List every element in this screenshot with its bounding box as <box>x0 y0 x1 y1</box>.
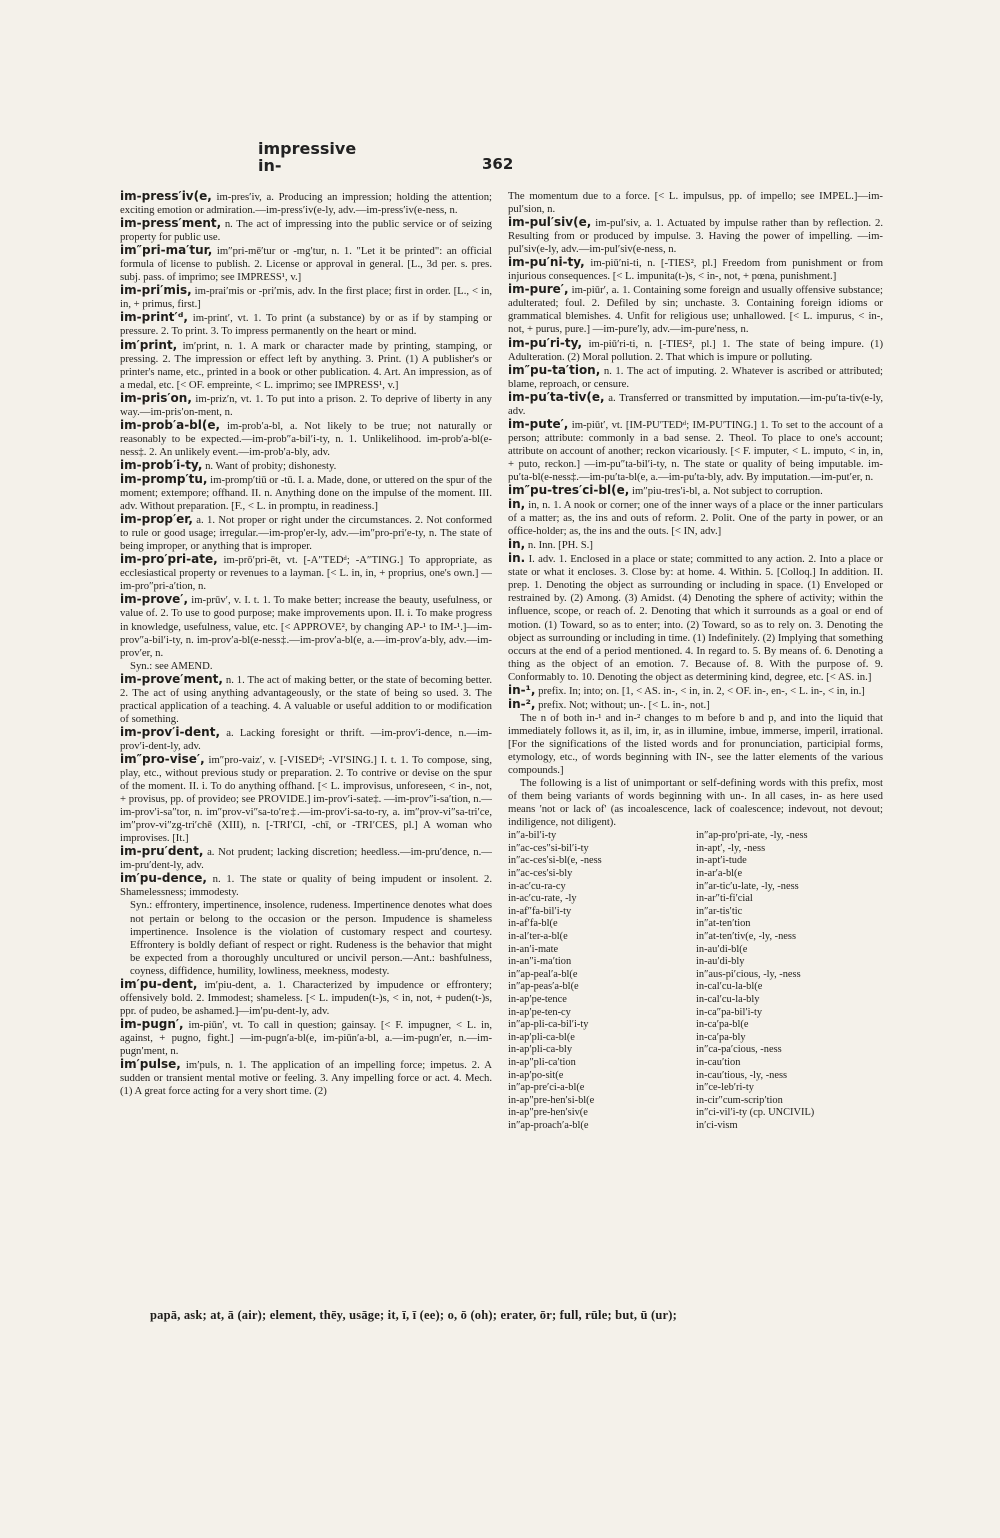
dictionary-entry <box>120 513 492 553</box>
word-list-item: in-an″i-ma′tion <box>508 956 572 968</box>
word-list-item: in-ap′pe-ten-cy <box>508 1006 571 1018</box>
dictionary-entry <box>508 256 883 283</box>
headword: im-print′ᵈ, <box>120 310 188 325</box>
word-list-item: in-au′di-bl(e <box>696 943 748 955</box>
dictionary-entry <box>508 337 883 364</box>
definition-text: im-prō′pri-ēt, vt. [-A″TEDᵈ; -A″TING.] To appropriate, as ecclesiastical property or revenues to a layman. [< L. in, in, + proprius, one's own.] —im-pro″pri-a′tion, n. <box>120 554 492 593</box>
word-list-item: in-cau′tious, -ly, -ness <box>696 1069 788 1081</box>
word-list-item: in-cir″cum-scrip′tion <box>696 1094 783 1106</box>
headword: im′pu-dent, <box>120 976 198 991</box>
headword: in-¹, <box>508 682 536 697</box>
word-list-item: in″ap-pli-ca-bil′i-ty <box>508 1019 589 1031</box>
definition-text: in, n. 1. A nook or corner; one of the inner ways of a place or the inner particulars of a matter; as, the ins and outs of reform. 2. Polit. One of the party in power, or an office-holder; as, the ins and the outs. [< IN, adv.] <box>508 499 884 538</box>
definition-text: prefix. In; into; on. [1, < AS. in-, < in, in. 2, < OF. in-, en-, < L. in-, < in, in.] <box>538 684 865 697</box>
headword: im-pu′ri-ty, <box>508 335 583 350</box>
word-list-item: in-an′i-mate <box>508 943 559 955</box>
definition-text: im-print′, vt. 1. To print (a substance) by or as if by stamping or pressure. 2. To print. 3. To impress permanently on the heart or mind. <box>120 312 492 338</box>
right-column <box>508 190 883 1133</box>
headword: im-prove′ment, <box>120 671 223 686</box>
definition-text: n. 1. The state or quality of being impudent or insolent. 2. Shamelessness; immodesty. <box>120 873 493 899</box>
dictionary-entry <box>508 364 883 391</box>
dictionary-entry <box>120 311 492 338</box>
word-list-item: in″ap-peas′a-bl(e <box>508 981 579 993</box>
definition-text: n. Want of probity; dishonesty. <box>205 459 337 472</box>
headword: in. <box>508 551 526 566</box>
headword: im″pri-ma′tur, <box>120 243 213 258</box>
definition-text: The following is a list of unimportant or self-defining words with this prefix, most of them being variants of words beginning with un-. In all cases, in- as here used means 'not or lack of' (as incoalescence, lack of coalescence; indevout, not devout; indiligence, not diligent). <box>508 777 883 829</box>
headword: im-pu′ni-ty, <box>508 255 585 270</box>
word-list-item: in-ac′cu-rate, -ly <box>508 893 577 905</box>
definition-text: im″piu-tres′i-bl, a. Not subject to corruption. <box>631 485 823 498</box>
dictionary-entry <box>120 217 492 244</box>
definition-text: im′puls, n. 1. The application of an impelling force; impetus. 2. A sudden or transient mental motive or feeling. 3. Any impelling force or act. 4. Mech. (1) A great force acting for a very short time. (2) <box>120 1059 492 1098</box>
headword: in-², <box>508 696 536 711</box>
definition-text: im-prai′mis or -pri′mis, adv. In the first place; first in order. [L., < in, in, + primus, first.] <box>120 285 492 311</box>
headword: im-prob′i-ty, <box>120 457 203 472</box>
dictionary-entry <box>508 698 883 712</box>
definition-text: im-pres′iv, a. Producing an impression; holding the attention; exciting emotion or admiration.—im-press′iv(e-ly, adv.—im-press′iv(e-ness, n. <box>120 191 493 217</box>
definition-text: Syn.: see AMEND. <box>130 659 213 672</box>
definition-text: im-prob′a-bl, a. Not likely to be true; not naturally or reasonably to be expected.—im-prob″a-bil′i-ty, n. 1. Unlikelihood. im-prob′a-bl(e-ness‡. 2. An unlikely event.—im-prob′a-bly, adv. <box>120 419 493 458</box>
definition-text: a. 1. Not proper or right under the circumstances. 2. Not conformed to rule or good usage; irregular.—im-prop′er-ly, adv.—im″pro-pri′e-ty, n. The state of being improper, or anything that is improper. <box>120 514 492 553</box>
headword: im-pu′ta-tiv(e, <box>508 389 605 404</box>
dictionary-entry <box>120 339 492 392</box>
dictionary-entry <box>508 484 883 498</box>
word-list-item: in″at-ten′tiv(e, -ly, -ness <box>696 931 796 942</box>
word-list-item: in″ac-ces′si-bl(e, -ness <box>508 855 602 867</box>
word-list-item: in-al′ter-a-bl(e <box>508 931 568 942</box>
headword: im-pure′, <box>508 282 569 297</box>
word-list-item: in-ap″pre-hen′si-bl(e <box>508 1094 595 1106</box>
headword: in, <box>508 497 526 512</box>
headword: im′pulse, <box>120 1057 181 1072</box>
word-list-item: in-cau′tion <box>696 1056 741 1068</box>
word-list-item: in-ap″pre-hen′siv(e <box>508 1107 588 1119</box>
definition-text: n. 1. The act of making better, or the state of becoming better. 2. The act of using anything advantageously, or the state of being so used. 3. The practical application of a teaching. 4. A valuable or useful addition to or modification of something. <box>120 673 492 725</box>
dictionary-entry <box>508 712 883 777</box>
dictionary-entry <box>120 593 492 659</box>
word-list-item: in-ap′pli-ca-bly <box>508 1044 573 1056</box>
guide-word-top: impressive <box>258 139 357 158</box>
dictionary-entry <box>508 777 883 829</box>
definition-text: a. Transferred or transmitted by imputation.—im-pu′ta-tiv(e-ly, adv. <box>508 391 883 417</box>
word-list-item: in-au′di-bly <box>696 956 745 968</box>
definition-text: The n of both in-¹ and in-² changes to m before b and p, and into the liquid that immediately follows it, as il, im, ir, as in illumine, imbue, immerse, imperil, irrational. [For the significations of the listed words and for pronunciation, participial forms, etymology, etc., of words beginning with IN-, see the latter elements of the various compounds.] <box>508 711 883 777</box>
headword: im-pute′, <box>508 416 569 431</box>
guide-word-bottom: in- <box>258 156 282 175</box>
definition-text: im″pro-vaiz′, v. [-VISEDᵈ; -VI′SING.] I. t. 1. To compose, sing, play, etc., without previous study or preparation. 2. To contrive or devise on the spur of the moment. II. i. To do anything offhand. [< L. improvisus, unforeseen, < in-, not, + provisus, pp. of provideo; see PROVIDE.] im-prov′i-sate‡. —im-prov″i-sa′tion, n.—im-prov′i-sa″tor, n. im″prov-vi″sa-to′re‡.—im-prov′i-sa-to-ry, a. im″prov-vi″sa-tri′ce, im″prov-vi″zg-tri′chē (XIII), n. [-TRI′CI, -chī, or -TRI′CES, pl.] A woman who improvises. [It.] <box>120 753 493 845</box>
definition-text: im-piūr′, a. 1. Containing some foreign and usually offensive substance; adulterated; foul. 2. Defiled by sin; unchaste. 3. Containing foreign idioms or grammatical blemishes. 4. Unfit for religious use; unhallowed. [< L. impurus, < in-, not, + purus, pure.] —im-pure′ly, adv.—im-pure′ness, n. <box>508 284 883 336</box>
definition-text: a. Not prudent; lacking discretion; heedless.—im-pru′dence, n.—im-pru′dent-ly, adv. <box>120 846 492 872</box>
dictionary-entry <box>120 845 492 872</box>
definition-text: n. The act of impressing into the public service or of seizing property for public use. <box>120 218 492 244</box>
definition-text: im-piū′ni-ti, n. [-TIES², pl.] Freedom from punishment or from injurious consequences. [< L. impunita(t-)s, < in-, not, + pœna, punishment.] <box>508 257 884 283</box>
word-list-item: in-ac′cu-ra-cy <box>508 880 566 892</box>
headword: im-press′ment, <box>120 216 222 231</box>
left-column <box>120 190 492 1098</box>
definition-text: im′print, n. 1. A mark or character made by printing, stamping, or pressing. 2. The impression or effect left by anything. 3. Print. (1) A publisher's or printer's name, etc., printed in a book or other publication. 4. Art. An impression, as of a medal, etc. [< OF. empreinte, < L. imprimo; see IMPRESS¹, v.] <box>120 339 493 391</box>
definition-text: The momentum due to a force. [< L. impulsus, pp. of impello; see IMPEL.]—im-pul′sion, n. <box>508 190 883 216</box>
headword: in, <box>508 537 526 552</box>
word-list-item: in-ap″pli-ca′tion <box>508 1056 576 1068</box>
definition-text: im-piū′ri-ti, n. [-TIES², pl.] 1. The state of being impure. (1) Adulteration. (2) Moral pollution. 2. That which is impure or polluting. <box>508 337 884 363</box>
headword: im-prove′, <box>120 592 189 607</box>
dictionary-entry <box>120 190 492 217</box>
definition-text: im-pul′siv, a. 1. Actuated by impulse rather than by reflection. 2. Resulting from or produced by impulse. 3. Having the power of impelling. —im-pul′siv(e-ly, adv.—im-pul′siv(e-ness, n. <box>508 217 884 256</box>
dictionary-entry <box>508 190 883 216</box>
definition-text: n. Inn. [PH. S.] <box>527 539 593 552</box>
word-list-item: in″ca-pa′cious, -ness <box>696 1044 782 1056</box>
word-list-item: in″ac-ces′si-bly <box>508 868 573 880</box>
headword: im-pru′dent, <box>120 844 204 859</box>
definition-text: Syn.: effrontery, impertinence, insolence, rudeness. Impertinence denotes what does not pertain or belong to the occasion or the person. Impudence is shameless impertinence. Insolence is the violation of customary respect and courtesy. Effrontery is boldly defiant of respect or right. Rudeness is the behavior that might be expected from a thoroughly uncultured or uncivil person.—Ant.: bashfulness, coyness, diffidence, humility, lowliness, meekness, modesty. <box>130 899 492 977</box>
headword: im-press′iv(e, <box>120 189 212 203</box>
word-list-item: in-cal′cu-la-bl(e <box>696 981 763 993</box>
dictionary-entry <box>120 473 492 513</box>
word-list-item: in″ap-pre′ci-a-bl(e <box>508 1082 585 1094</box>
dictionary-entry <box>120 978 492 1018</box>
word-list-item: in-ca′pa-bly <box>696 1031 746 1043</box>
dictionary-entry <box>508 391 883 418</box>
headword: im″pu-ta′tion, <box>508 362 601 377</box>
headword: im-prob′a-bl(e, <box>120 417 221 432</box>
headword: im-pugn′, <box>120 1016 184 1031</box>
dictionary-entry <box>120 753 492 845</box>
dictionary-entry <box>508 283 883 336</box>
definition-text: im-prūv′, v. I. t. 1. To make better; increase the beauty, usefulness, or value of. 2. To use to good purpose; make improvements upon. II. i. To make progress in knowledge, usefulness, value, etc. [< APPROVE², by changing AP-¹ to IM-¹.]—im-prov″a-bil′i-ty, n. im-prov′a-bl(e-ness‡.—im-prov′a-bl(e, a.—im-prov′a-bly, adv.—im-prov′er, n. <box>120 594 493 659</box>
word-list-item: in-af′fa-bl(e <box>508 918 558 930</box>
definition-text: im″pri-mē′tur or -mg′tur, n. 1. "Let it be printed": an official formula of license to publish. 2. License or approval in general. [L., 3d per. s. pres. subj. pass. of imprimo; see IMPRESS¹, v.] <box>120 245 492 284</box>
word-list-item: in′ci-vism <box>696 1119 738 1131</box>
word-list-item: in-ar″ti-fi′cial <box>696 893 753 905</box>
headword: im′print, <box>120 337 178 352</box>
right-entries <box>508 190 883 829</box>
definition-text: a. Lacking foresight or thrift. —im-prov′i-dence, n.—im-prov′i-dent-ly, adv. <box>120 726 492 752</box>
word-list-item: in-apt′i-tude <box>696 855 747 867</box>
dictionary-entry <box>120 1018 492 1058</box>
word-list-item: in″ce-leb′ri-ty <box>696 1082 754 1094</box>
definition-text: im′piu-dent, a. 1. Characterized by impudence or effrontery; offensively bold. 2. Immodest; shameless. [< L. impuden(t-)s, < in, not, + puden(t-)s, ppr. of pudeo, be ashamed.]—im′pu-dent-ly, adv. <box>120 978 492 1017</box>
headword: im″pro-vise′, <box>120 751 205 766</box>
dictionary-entry <box>120 726 492 753</box>
word-list-item: in″aus-pi′cious, -ly, -ness <box>696 968 801 980</box>
dictionary-entry <box>508 498 883 538</box>
word-list-item: in″at-ten′tion <box>696 918 751 930</box>
dictionary-entry <box>508 684 883 698</box>
guide-words <box>258 140 356 174</box>
definition-text: prefix. Not; without; un-. [< L. in-, not.] <box>538 698 710 711</box>
word-list-item: in-ca′pa-bl(e <box>696 1019 749 1031</box>
pronunciation-key: papā, ask; at, ā (air); element, thēy, usāge; it, ī, ī (ee); o, ō (oh); erater, ōr; full, rūle; but, ū (ur); <box>150 1308 677 1322</box>
word-list-item: in-ap′pli-ca-bl(e <box>508 1031 575 1043</box>
word-list-item: in″ap-proach′a-bl(e <box>508 1119 589 1131</box>
headword: im-prop′er, <box>120 512 193 527</box>
headword: im-pro′pri-ate, <box>120 552 218 567</box>
word-list-item: in″ci-vil′i-ty (cp. UNCIVIL) <box>696 1107 815 1119</box>
dictionary-entry <box>120 459 492 473</box>
headword: im-prov′i-dent, <box>120 724 220 739</box>
dictionary-entry <box>508 216 883 256</box>
dictionary-entry <box>508 418 883 484</box>
definition-text: im-promp′tiū or -tū. I. a. Made, done, or uttered on the spur of the moment; extempore; offhand. II. n. Anything done on the impulse of the moment. III. adv. Without preparation. [F., < L. in promptu, in readiness.] <box>120 473 492 513</box>
definition-text: im-piūn′, vt. To call in question; gainsay. [< F. impugner, < L. in, against, + pugno, fight.] —im-pugn′a-bl(e, im-piūn′a-bl, a.—im-pugn′er, n.—im-pugn′ment, n. <box>120 1018 492 1057</box>
word-list-item: in-af″fa-bil′i-ty <box>508 905 572 917</box>
definition-text: n. 1. The act of imputing. 2. Whatever is ascribed or attributed; blame, reproach, or censure. <box>508 364 884 390</box>
word-list-item: in″ar-tic′u-late, -ly, -ness <box>696 880 799 892</box>
word-list-item: in-ap′po-sit(e <box>508 1069 564 1081</box>
definition-text: im-piūt′, vt. [IM-PU′TEDᵈ; IM-PU′TING.] 1. To set to the account of a person; attribute: commonly in a bad sense. 2. Theol. To place to one's account; attribute on account of another; reckon vicariously. [< F. imputer, < L. imputo, < in, in, + puto, reckon.] —im-pu″ta-bil′i-ty, n. The state or quality of being imputable. im-pu′ta-bl(e-ness‡.—im-pu′ta-bl(e, a.—im-pu′ta-bly, adv. By imputation.—im-put′er, n. <box>508 418 884 483</box>
word-list-item: in″ar-tis′tic <box>696 905 743 917</box>
dictionary-entry <box>508 538 883 552</box>
dictionary-entry <box>120 673 492 726</box>
dictionary-entry <box>120 1058 492 1098</box>
word-list-left <box>508 830 696 1132</box>
headword: im-pul′siv(e, <box>508 215 592 230</box>
word-list-item: in″ap-pro′pri-ate, -ly, -ness <box>696 830 808 842</box>
dictionary-entry <box>120 392 492 419</box>
word-list <box>508 830 883 1132</box>
word-list-item: in-ca″pa-bil′i-ty <box>696 1006 763 1018</box>
definition-text: I. adv. 1. Enclosed in a place or state; committed to any action. 2. Into a place or state or what it encloses. 3. Close by: at home. 4. Within. 5. [Colloq.] In addition. II. prep. 1. Denoting the object as surrounding or including in space. (1) Enveloped or restrained by. (2) Among. (3) Amidst. (4) Denoting the sphere of activity; within the influence, scope, or reach of. 2. Denoting that which it surrounds as a goal or end of motion. (1) Toward, so as to enter; into. (2) Toward, so as to rely on. 3. Denoting the object as surrounding or including in time. (1) Indefinitely. (2) Implying that something occurs at the end of a period mentioned. 4. In regard to. 5. By means of. 6. Denoting a thing as the object of an emotion. 7. Because of. 8. With the purpose of. 9. Conformably to. 10. Denoting the object as determining kind, degree, etc. [< AS. in.] <box>508 553 883 683</box>
definition-text: im-priz′n, vt. 1. To put into a prison. 2. To deprive of liberty in any way.—im-pris′on-ment, n. <box>120 392 493 418</box>
word-list-item: in-ar′a-bl(e <box>696 868 743 880</box>
word-list-item: in-apt′, -ly, -ness <box>696 842 766 854</box>
dictionary-entry <box>120 284 492 311</box>
word-list-item: in″ac-ces″si-bil′i-ty <box>508 842 589 854</box>
dictionary-entry <box>120 419 492 459</box>
dictionary-entry <box>508 552 883 683</box>
page-number: 362 <box>482 155 514 173</box>
headword: im-pris′on, <box>120 390 192 405</box>
dictionary-entry <box>120 244 492 284</box>
word-list-item: in″a-bil′i-ty <box>508 830 557 842</box>
dictionary-entry <box>120 899 492 977</box>
headword: im″pu-tres′ci-bl(e, <box>508 483 630 498</box>
word-list-item: in-ap′pe-tence <box>508 993 567 1005</box>
word-list-item: in-cal′cu-la-bly <box>696 993 760 1005</box>
dictionary-entry <box>120 553 492 593</box>
headword: im-pri′mis, <box>120 283 192 298</box>
headword: im-promp′tu, <box>120 471 208 486</box>
dictionary-entry <box>120 872 492 899</box>
headword: im′pu-dence, <box>120 871 207 886</box>
word-list-item: in″ap-peal′a-bl(e <box>508 968 578 980</box>
word-list-right <box>696 830 883 1132</box>
